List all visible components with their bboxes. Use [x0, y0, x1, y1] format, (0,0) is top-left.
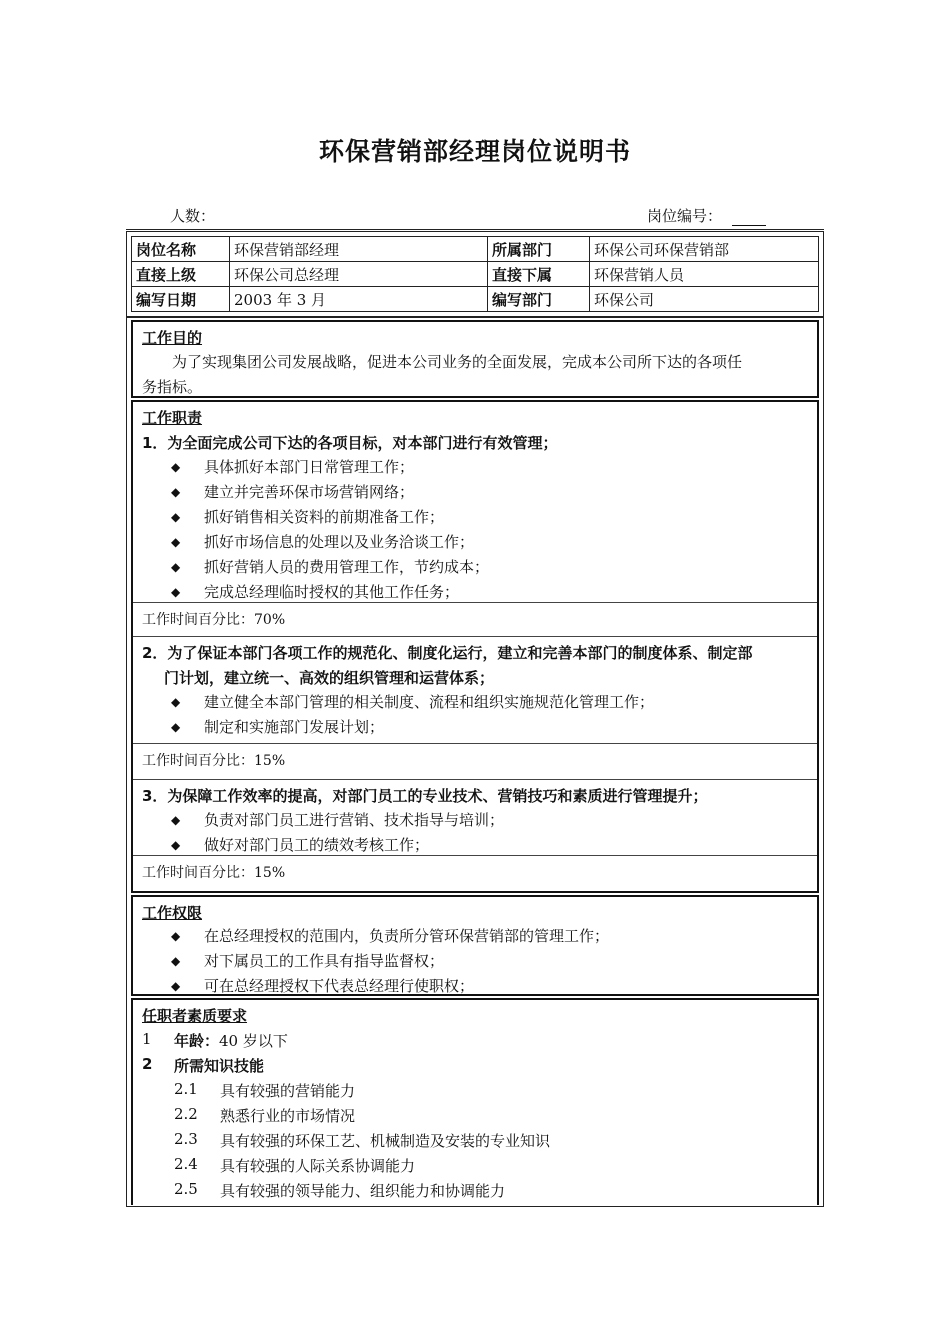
- position-number-label: 岗位编号：: [647, 207, 723, 225]
- list-item: 对下属员工的工作具有指导监督权；: [204, 952, 445, 970]
- authority-heading: 工作权限: [142, 904, 203, 922]
- info-value: 环保公司: [590, 287, 819, 312]
- position-number-field: [647, 205, 766, 226]
- list-item: 具有较强的领导能力、组织能力和协调能力: [220, 1182, 506, 1200]
- diamond-bullet-icon: ◆: [171, 954, 181, 968]
- list-item: 具有较强的营销能力: [220, 1082, 356, 1100]
- list-item: 熟悉行业的市场情况: [220, 1107, 356, 1125]
- authority-section: [131, 895, 819, 996]
- diamond-bullet-icon: ◆: [171, 813, 181, 827]
- skill-number: 2.4: [174, 1155, 198, 1173]
- duty-group-title: 1．为全面完成公司下达的各项目标，对本部门进行有效管理；: [142, 434, 558, 452]
- diamond-bullet-icon: ◆: [171, 720, 181, 734]
- purpose-heading: 工作目的: [142, 329, 203, 347]
- req-number: 2: [142, 1055, 153, 1073]
- diamond-bullet-icon: ◆: [171, 979, 181, 993]
- info-value: 环保公司总经理: [230, 262, 488, 287]
- skill-number: 2.3: [174, 1130, 198, 1148]
- info-label: 直接下属: [488, 262, 590, 287]
- list-item: 建立健全本部门管理的相关制度、流程和组织实施规范化管理工作；: [204, 693, 655, 711]
- info-label: 岗位名称: [132, 237, 230, 262]
- diamond-bullet-icon: ◆: [171, 929, 181, 943]
- info-value: 环保营销部经理: [230, 237, 488, 262]
- divider: [133, 855, 817, 856]
- diamond-bullet-icon: ◆: [171, 585, 181, 599]
- info-value: 环保营销人员: [590, 262, 819, 287]
- age-label: 年龄：: [174, 1032, 220, 1050]
- list-item: 抓好销售相关资料的前期准备工作；: [204, 508, 445, 526]
- list-item: 建立并完善环保市场营销网络；: [204, 483, 415, 501]
- purpose-section: [131, 320, 819, 398]
- list-item: 具有较强的环保工艺、机械制造及安装的专业知识: [220, 1132, 551, 1150]
- list-item: 在总经理授权的范围内，负责所分管环保营销部的管理工作；: [204, 927, 610, 945]
- age-value: 40 岁以下: [219, 1032, 288, 1050]
- list-item: 具有较强的人际关系协调能力: [220, 1157, 416, 1175]
- table-row: [132, 287, 819, 312]
- page-title: 环保营销部经理岗位说明书: [318, 137, 631, 166]
- table-row: [132, 237, 819, 262]
- purpose-text-line2: 务指标。: [142, 378, 203, 396]
- diamond-bullet-icon: ◆: [171, 485, 181, 499]
- list-item: 制定和实施部门发展计划；: [204, 718, 385, 736]
- time-percent: 工作时间百分比：15%: [142, 753, 286, 769]
- list-item: 抓好市场信息的处理以及业务洽谈工作；: [204, 533, 475, 551]
- list-item: 具体抓好本部门日常管理工作；: [204, 458, 415, 476]
- time-percent: 工作时间百分比：15%: [142, 865, 286, 881]
- list-item: 可在总经理授权下代表总经理行使职权；: [204, 977, 475, 995]
- info-value: 2003 年 3 月: [230, 287, 488, 312]
- skill-number: 2.2: [174, 1105, 198, 1123]
- diamond-bullet-icon: ◆: [171, 510, 181, 524]
- diamond-bullet-icon: ◆: [171, 838, 181, 852]
- divider: [133, 602, 817, 603]
- skills-label: 所需知识技能: [174, 1057, 265, 1075]
- req-number: 1: [142, 1030, 152, 1048]
- info-frame: [126, 231, 824, 318]
- duty-group-title: 2．为了保证本部门各项工作的规范化、制度化运行，建立和完善本部门的制度体系、制定部: [142, 644, 753, 662]
- list-item: 做好对部门员工的绩效考核工作；: [204, 836, 430, 854]
- list-item: 负责对部门员工进行营销、技术指导与培训；: [204, 811, 505, 829]
- info-table: [131, 236, 819, 312]
- time-percent: 工作时间百分比：70%: [142, 612, 286, 628]
- content-frame: [126, 316, 824, 1207]
- divider: [133, 743, 817, 744]
- info-label: 编写日期: [132, 287, 230, 312]
- diamond-bullet-icon: ◆: [171, 535, 181, 549]
- duty-group-title-cont: 门计划，建立统一、高效的组织管理和运营体系；: [164, 669, 495, 687]
- info-label: 编写部门: [488, 287, 590, 312]
- diamond-bullet-icon: ◆: [171, 695, 181, 709]
- requirements-heading: 任职者素质要求: [142, 1007, 248, 1025]
- requirements-section: [131, 998, 819, 1205]
- age-requirement: [174, 1030, 288, 1051]
- info-label: 直接上级: [132, 262, 230, 287]
- duties-section: [131, 400, 819, 893]
- duty-group-title: 3．为保障工作效率的提高，对部门员工的专业技术、营销技巧和素质进行管理提升；: [142, 787, 708, 805]
- diamond-bullet-icon: ◆: [171, 460, 181, 474]
- purpose-text-line1: 为了实现集团公司发展战略，促进本公司业务的全面发展，完成本公司所下达的各项任: [172, 353, 743, 371]
- list-item: 抓好营销人员的费用管理工作，节约成本；: [204, 558, 490, 576]
- duties-heading: 工作职责: [142, 409, 203, 427]
- position-number-blank: [732, 211, 766, 226]
- info-label: 所属部门: [488, 237, 590, 262]
- diamond-bullet-icon: ◆: [171, 560, 181, 574]
- divider: [133, 636, 817, 637]
- table-row: [132, 262, 819, 287]
- skill-number: 2.1: [174, 1080, 198, 1098]
- skill-number: 2.5: [174, 1180, 198, 1198]
- info-value: 环保公司环保营销部: [590, 237, 819, 262]
- meta-divider: [126, 229, 824, 230]
- list-item: 完成总经理临时授权的其他工作任务；: [204, 583, 460, 601]
- headcount-label: 人数：: [170, 207, 216, 225]
- divider: [133, 779, 817, 780]
